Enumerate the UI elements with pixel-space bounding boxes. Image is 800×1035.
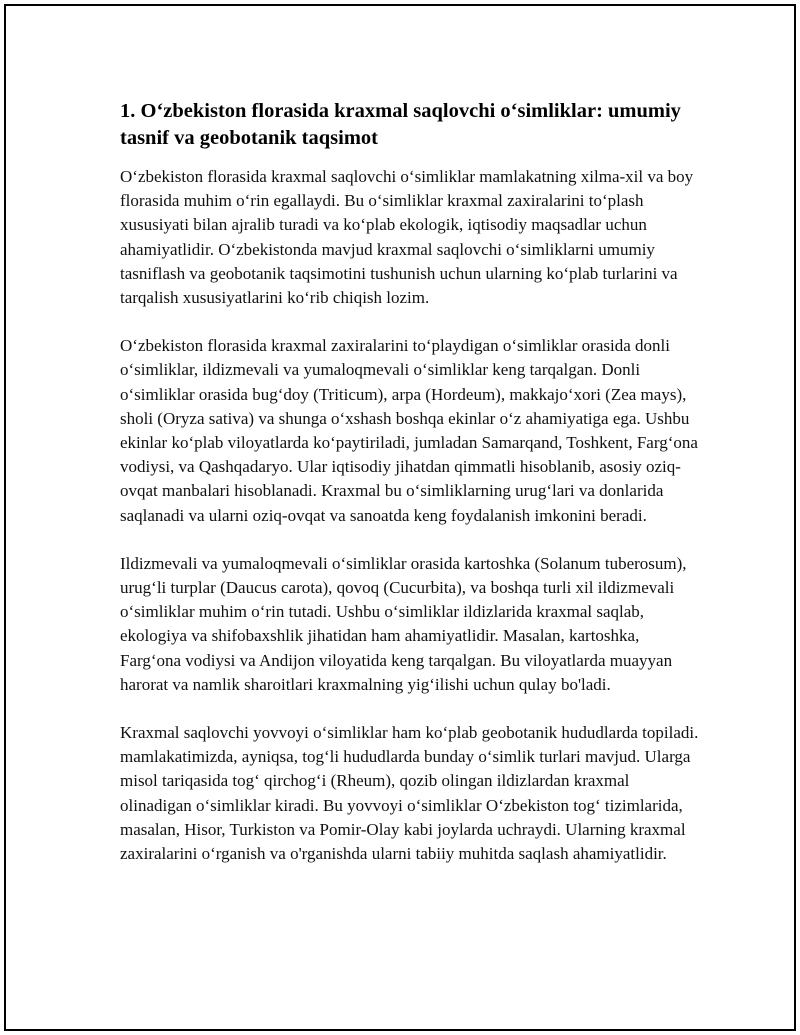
paragraph-root-crops: Ildizmevali va yumaloqmevali o‘simliklar orasida kartoshka (Solanum tuberosum), urug‘li turplar (Daucus carota), qovoq (Cucurbita), va boshqa turli xil ildizmevali o‘simliklar muhim o‘rin tutadi. Ushbu o‘simliklar ildizlarida kraxmal saqlab, ekologiya va shifobaxshlik jihatidan ham ahamiyatlidir. Masalan, kartoshka, Farg‘ona vodiysi va Andijon viloyatida keng tarqalgan. Bu viloyatlarda muayyan harorat va namlik sharoitlari kraxmalning yig‘ilishi uchun qulay bo'ladi. [120, 553, 687, 694]
section-title: 1. O‘zbekiston florasida kraxmal saqlovchi o‘simliklar: umumiy tasnif va geobotanik taqsimot [120, 100, 681, 149]
paragraph-wild-plants: Kraxmal saqlovchi yovvoyi o‘simliklar ham ko‘plab geobotanik hududlarda topiladi. mamlakatimizda, ayniqsa, tog‘li hududlarda bunday o‘simlik turlari mavjud. Ularga misol tariqasida tog‘ qirchog‘i (Rheum), qozib olingan ildizlardan kraxmal olinadigan o‘simliklar kiradi. Bu yovvoyi o‘simliklar O‘zbekiston tog‘ tizimlarida, masalan, Hisor, Turkiston va Pomir-Olay kabi joylarda uchraydi. Ularning kraxmal zaxiralarini o‘rganish va o'rganishda ularni tabiiy muhitda saqlash ahamiyatlidir. [120, 723, 699, 864]
document-body [120, 98, 704, 890]
paragraph-grain-crops: O‘zbekiston florasida kraxmal zaxiralarini to‘playdigan o‘simliklar orasida donli o‘simliklar, ildizmevali va yumaloqmevali o‘simliklar keng tarqalgan. Donli o‘simliklar orasida bug‘doy (Triticum), arpa (Hordeum), makkajo‘xori (Zea mays), sholi (Oryza sativa) va shunga o‘xshash boshqa ekinlar o‘z ahamiyatiga ega. Ushbu ekinlar ko‘plab viloyatlarda ko‘paytiriladi, jumladan Samarqand, Toshkent, Farg‘ona vodiysi, va Qashqadaryo. Ular iqtisodiy jihatdan qimmatli hisoblanib, asosiy oziq-ovqat manbalari hisoblanadi. Kraxmal bu o‘simliklarning urug‘lari va donlarida saqlanadi va ularni oziq-ovqat va sanoatda keng foydalanish imkonini beradi. [120, 336, 698, 525]
paragraph-intro: O‘zbekiston florasida kraxmal saqlovchi o‘simliklar mamlakatning xilma-xil va boy florasida muhim o‘rin egallaydi. Bu o‘simliklar kraxmal zaxiralarini to‘plash xususiyati bilan ajralib turadi va ko‘plab ekologik, iqtisodiy maqsadlar uchun ahamiyatlidir. O‘zbekistonda mavjud kraxmal saqlovchi o‘simliklarni umumiy tasniflash va geobotanik taqsimotini tushunish uchun ularning ko‘plab turlarini va tarqalish xususiyatlarini ko‘rib chiqish lozim. [120, 167, 694, 308]
page-frame [4, 4, 796, 1031]
